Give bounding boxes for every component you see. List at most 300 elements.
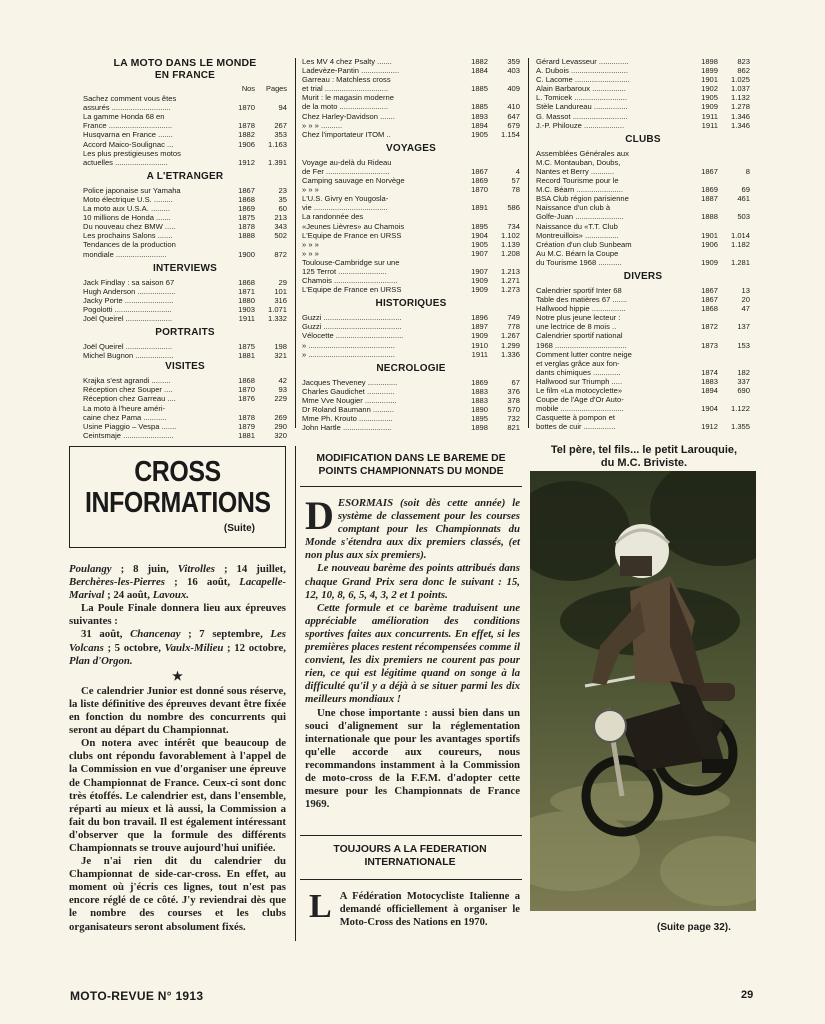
entry-issue-number: 1897	[471, 322, 488, 332]
entry-title: Hallwood hippie ................	[536, 304, 626, 314]
dropcap: L	[309, 888, 332, 925]
entry-page-number: 101	[274, 286, 287, 296]
index-entry	[536, 112, 750, 121]
entry-title: » » »	[302, 185, 319, 195]
photo-caption-line1: Tel père, tel fils... le petit Larouquie,	[550, 444, 738, 456]
entry-page-number: 137	[737, 322, 750, 332]
entry-page-number: 269	[274, 412, 287, 422]
federation-headline	[318, 843, 502, 869]
headline-rule	[300, 835, 522, 836]
entry-issue-number: 1879	[238, 421, 255, 431]
entry-page-number: 502	[274, 231, 287, 241]
entry-title: Naissance d'un club à	[536, 203, 611, 213]
entry-title: Casquette à pompon et	[536, 413, 615, 423]
entry-issue-number: 1899	[701, 66, 718, 76]
index-entry	[302, 112, 520, 121]
entry-issue-number: 1898	[701, 57, 718, 66]
section-title-portraits: PORTRAITS	[155, 327, 215, 339]
index-entry	[536, 350, 750, 359]
entry-issue-number: 1869	[471, 176, 488, 186]
entry-title: et trial ..............................	[302, 84, 389, 94]
entry-title: Guzzi .....................................	[302, 322, 402, 332]
bareme-headline	[300, 452, 522, 478]
entry-issue-number: 1885	[471, 84, 488, 94]
list-necrologie-cont	[536, 57, 750, 130]
entry-title: » » » ..........	[302, 120, 343, 130]
index-entry	[302, 341, 520, 350]
entry-title: vie ...................................	[302, 203, 388, 213]
index-entry	[536, 322, 750, 331]
entry-page-number: 1.346	[730, 111, 750, 121]
entry-title: Réception chez Garreau ....	[83, 394, 176, 404]
entry-page-number: 1.355	[730, 422, 750, 432]
entry-issue-number: 1891	[471, 203, 488, 213]
section-title-visites: VISITES	[165, 361, 205, 373]
section-title-necrologie: NECROLOGIE	[376, 362, 446, 374]
cross-title-line1: CROSS	[134, 456, 221, 488]
entry-issue-number: 1909	[471, 285, 488, 295]
entry-issue-number: 1872	[701, 322, 718, 332]
entry-issue-number: 1888	[238, 231, 255, 241]
entry-page-number: 1.163	[267, 139, 287, 149]
index-entry	[302, 194, 520, 203]
star-separator: ★	[172, 668, 183, 683]
entry-issue-number: 1870	[238, 385, 255, 395]
entry-title: L'Equipe de France en URSS	[302, 285, 402, 295]
entry-title: Murit : le magasin moderne	[302, 93, 395, 103]
entry-page-number: 13	[741, 285, 750, 295]
entry-title: Comment lutter contre neige	[536, 349, 632, 359]
entry-title: John Hartle .......................	[302, 423, 392, 433]
entry-title: Du nouveau chez BMW .....	[83, 222, 176, 232]
entry-page-number: 1.332	[267, 313, 287, 323]
entry-issue-number: 1894	[471, 120, 488, 130]
federation-paragraph: L A Fédération Motocycliste Italienne a demandé officiellement à organiser le Moto-Cross des Nations en 1970.	[309, 888, 520, 928]
index-entry	[536, 395, 750, 404]
index-entry	[536, 212, 750, 221]
section-title-en-france: EN FRANCE	[154, 70, 216, 81]
entry-title: La moto aux U.S.A. .........	[83, 204, 170, 214]
entry-page-number: 359	[507, 57, 520, 66]
entry-issue-number: 1901	[701, 230, 718, 240]
entry-title: Hugh Anderson ..................	[83, 286, 176, 296]
entry-title: La randonnée des	[302, 212, 364, 222]
index-entry	[536, 176, 750, 185]
entry-issue-number: 1867	[238, 185, 255, 195]
bareme-article-body	[305, 493, 520, 811]
entry-page-number: 213	[274, 213, 287, 223]
index-entry	[302, 84, 520, 93]
entry-issue-number: 1911	[701, 111, 718, 121]
entry-issue-number: 1905	[471, 239, 488, 249]
entry-issue-number: 1894	[701, 386, 718, 395]
entry-title: » » »	[302, 239, 319, 249]
entry-issue-number: 1878	[238, 121, 255, 131]
entry-title: Naissance du «T.T. Club	[536, 221, 618, 231]
entry-title: Ladevèze-Pantin ..................	[302, 66, 400, 76]
list-portraits	[83, 342, 287, 360]
index-entry	[536, 149, 750, 158]
entry-title: Calendrier sportif national	[536, 331, 623, 341]
entry-page-number: 1.336	[500, 349, 520, 359]
index-entry	[302, 240, 520, 249]
entry-title: Sachez comment vous êtes	[83, 94, 177, 104]
entry-page-number: 821	[507, 423, 520, 433]
index-entry	[302, 102, 520, 111]
dropcap: D	[305, 493, 334, 538]
entry-title: Ceintsmaje ........................	[83, 430, 174, 440]
index-entry	[302, 66, 520, 75]
entry-page-number: 823	[737, 57, 750, 66]
magazine-issue-footer: MOTO-REVUE N° 1913	[70, 989, 204, 1003]
entry-issue-number: 1911	[471, 349, 488, 359]
entry-page-number: 862	[737, 66, 750, 76]
photo-caption-line2: du M.C. Briviste.	[600, 457, 688, 469]
entry-page-number: 320	[274, 430, 287, 440]
entry-page-number: 1.267	[500, 331, 520, 341]
index-entry	[302, 176, 520, 185]
entry-title: Joël Queirel ......................	[83, 313, 173, 323]
index-entry	[536, 377, 750, 386]
entry-issue-number: 1906	[701, 239, 718, 249]
entry-title: de Fer ..............................	[302, 166, 390, 176]
index-entry	[83, 296, 287, 305]
index-entry	[302, 258, 520, 267]
cross-suite-label: (Suite)	[223, 523, 255, 534]
column-divider	[528, 58, 529, 428]
entry-page-number: 198	[274, 342, 287, 352]
entry-issue-number: 1882	[471, 57, 488, 66]
entry-title: Les plus prestigieuses motos	[83, 148, 181, 158]
entry-title: mondiale ........................	[83, 249, 167, 259]
entry-page-number: 872	[274, 249, 287, 259]
index-entry	[302, 267, 520, 276]
entry-issue-number: 1909	[701, 257, 718, 267]
continued-page-label: (Suite page 32).	[657, 922, 731, 933]
index-entry	[83, 112, 287, 121]
entry-page-number: 1.271	[500, 276, 520, 286]
index-entry	[536, 304, 750, 313]
entry-page-number: 1.278	[730, 102, 750, 112]
index-entry	[302, 378, 520, 387]
entry-title: du Tourisme 1968 ...........	[536, 257, 622, 267]
entry-page-number: 409	[507, 84, 520, 94]
entry-issue-number: 1909	[471, 276, 488, 286]
index-entry	[536, 194, 750, 203]
entry-title: Voyage au-delà du Rideau	[302, 157, 392, 167]
entry-issue-number: 1910	[471, 340, 488, 350]
index-entry	[302, 121, 520, 130]
entry-issue-number: 1878	[238, 222, 255, 232]
index-entry	[83, 231, 287, 240]
bareme-paragraph: Cette formule et ce barème traduisent une appréciable amélioration des conditions sportives faites aux concurrents. En effet, si les premières places restent récompensées comme il convient, les dix premiers ne courent pas pour rien, ce qui est légitime quand on songe à la difficulté qu'il y a déjà à se situer parmi les dix meilleurs mondiaux !	[305, 601, 520, 706]
entry-page-number: 503	[737, 212, 750, 222]
index-entry	[83, 149, 287, 158]
entry-title: 125 Terrot .......................	[302, 266, 387, 276]
entry-title: Les prochains Salons .......	[83, 231, 173, 241]
entry-issue-number: 1893	[471, 111, 488, 121]
index-entry	[536, 295, 750, 304]
index-entry	[302, 212, 520, 221]
entry-title: M.C. Montauban, Doubs,	[536, 157, 621, 167]
entry-title: caine chez Pama ...........	[83, 412, 167, 422]
entry-page-number: 778	[507, 322, 520, 332]
entry-page-number: 403	[507, 66, 520, 76]
index-entry	[302, 158, 520, 167]
index-entry	[536, 240, 750, 249]
bareme-paragraph: Le nouveau barème des points attribués dans chaque Grand Prix sera donc le suivant : 15, 12, 10, 8, 6, 5, 4, 3, 2 et 1 points.	[305, 562, 520, 601]
entry-issue-number: 1868	[238, 194, 255, 204]
entry-title: Jack Findlay : sa saison 67	[83, 277, 175, 287]
photo-caption	[533, 444, 755, 470]
entry-title: Assemblées Générales aux	[536, 148, 629, 158]
entry-issue-number: 1895	[471, 414, 488, 424]
entry-title: Dr Roland Baumann ..........	[302, 405, 395, 414]
entry-title: dants chimiques .............	[536, 367, 621, 377]
cross-title-line2: INFORMATIONS	[85, 487, 271, 519]
entry-issue-number: 1895	[471, 221, 488, 231]
headline-rule	[300, 486, 522, 487]
entry-title: Toulouse-Cambridge sur une	[302, 257, 400, 267]
entry-title: 10 millions de Honda .......	[83, 213, 171, 223]
col-header-pages: Pages	[266, 84, 287, 93]
entry-issue-number: 1875	[238, 342, 255, 352]
index-entry	[302, 322, 520, 331]
entry-issue-number: 1909	[471, 331, 488, 341]
index-entry	[83, 351, 287, 360]
column-divider	[295, 446, 296, 941]
entry-title: Police japonaise sur Yamaha	[83, 185, 181, 195]
entry-page-number: 42	[278, 376, 287, 386]
entry-page-number: 749	[507, 313, 520, 323]
entry-title: de la moto .......................	[302, 102, 389, 112]
section-title-historiques: HISTORIQUES	[375, 298, 447, 310]
entry-title: «Jeunes Lièvres» au Chamois	[302, 221, 405, 231]
entry-title: Hallwood sur Triumph .....	[536, 376, 623, 386]
entry-title: assurés ............................	[83, 103, 171, 113]
entry-issue-number: 1882	[238, 130, 255, 140]
entry-title: Jacques Theveney ..............	[302, 377, 398, 387]
index-entry	[83, 103, 287, 112]
list-en-france	[83, 94, 287, 167]
entry-title: 1968 ..................................	[536, 340, 627, 350]
index-entry	[536, 84, 750, 93]
cross-paragraph: On notera avec intérêt que beaucoup de clubs ont répondu favorablement à l'appel de la Commission en vue d'organiser une épreuve de Championnat de France. Ceux-ci sont donc très étoffés. Le calendrier est, dans l'ensemble, réparti au mieux et là aussi, la Commission a fait du bon travail. Il est également intéressant d'observer que la formule des différents Championnats se trouve aujourd'hui unifiée.	[69, 737, 286, 854]
entry-issue-number: 1912	[238, 157, 255, 167]
entry-title: Au M.C. Béarn la Coupe	[536, 248, 619, 258]
entry-issue-number: 1867	[701, 295, 718, 305]
index-entry	[536, 313, 750, 322]
bareme-headline-line2: POINTS CHAMPIONNATS DU MONDE	[318, 466, 504, 477]
index-entry	[536, 167, 750, 176]
page-number: 29	[741, 989, 754, 1001]
index-entry	[302, 249, 520, 258]
index-entry	[536, 331, 750, 340]
list-clubs	[536, 149, 750, 267]
entry-page-number: 78	[511, 185, 520, 195]
entry-page-number: 586	[507, 203, 520, 213]
entry-page-number: 1.025	[730, 75, 750, 85]
entry-page-number: 376	[507, 386, 520, 396]
section-title-divers: DIVERS	[623, 270, 663, 282]
entry-issue-number: 1875	[238, 213, 255, 223]
entry-title: Pogolotti ...........................	[83, 304, 172, 314]
section-title-interviews: INTERVIEWS	[152, 262, 218, 274]
headline-rule	[300, 879, 522, 880]
entry-title: une lectrice de 8 mois ..	[536, 322, 617, 332]
entry-page-number: 57	[511, 176, 520, 186]
index-entry	[536, 75, 750, 84]
entry-page-number: 47	[741, 304, 750, 314]
entry-page-number: 60	[278, 204, 287, 214]
index-entry	[83, 314, 287, 323]
list-divers	[536, 286, 750, 432]
index-entry	[536, 185, 750, 194]
entry-page-number: 353	[274, 130, 287, 140]
index-entry	[536, 249, 750, 258]
entry-issue-number: 1870	[238, 103, 255, 113]
index-entry	[536, 203, 750, 212]
cross-paragraph: Je n'ai rien dit du calendrier du Championnat de side-car-cross. En effet, au moment où j'écris ces lignes, tout n'est pas encore réglé de ce côté. J'y reviendrai dès que le nombre des courses et les clubs organisateurs seront absolument fixés.	[69, 855, 286, 933]
entry-page-number: 647	[507, 111, 520, 121]
index-entry	[83, 342, 287, 351]
entry-issue-number: 1870	[471, 185, 488, 195]
entry-page-number: 734	[507, 221, 520, 231]
index-entry	[83, 413, 287, 422]
section-title-voyages: VOYAGES	[386, 142, 436, 154]
entry-issue-number: 1881	[238, 430, 255, 440]
index-column-2	[302, 57, 520, 432]
entry-issue-number: 1881	[238, 351, 255, 361]
entry-title: Alain Barbaroux ................	[536, 84, 626, 94]
index-entry	[302, 423, 520, 432]
index-entry	[83, 394, 287, 403]
index-entry	[536, 341, 750, 350]
entry-title: La moto à l'heure améri-	[83, 403, 166, 413]
cross-informations-box	[69, 446, 286, 548]
entry-page-number: 1.208	[500, 248, 520, 258]
index-entry	[536, 66, 750, 75]
entry-page-number: 290	[274, 421, 287, 431]
bareme-headline-line1: MODIFICATION DANS LE BAREME DE	[316, 453, 506, 464]
entry-title: Usine Piaggio – Vespa .......	[83, 421, 177, 431]
index-entry	[302, 130, 520, 139]
entry-page-number: 35	[278, 194, 287, 204]
entry-page-number: 461	[737, 194, 750, 204]
index-entry	[83, 213, 287, 222]
entry-title: Golfe-Juan .......................	[536, 212, 624, 222]
entry-issue-number: 1903	[238, 304, 255, 314]
entry-page-number: 1.213	[500, 266, 520, 276]
entry-issue-number: 1867	[701, 285, 718, 295]
entry-page-number: 267	[274, 121, 287, 131]
index-entry	[536, 413, 750, 422]
entry-issue-number: 1900	[238, 249, 255, 259]
entry-title: Coupe de l'Age d'Or Auto-	[536, 395, 624, 405]
index-entry	[302, 93, 520, 102]
index-column-1	[83, 56, 287, 440]
entry-title: Le film «La motocyclette»	[536, 386, 623, 395]
entry-page-number: 69	[741, 185, 750, 195]
index-entry	[536, 222, 750, 231]
cross-paragraph: Ce calendrier Junior est donné sous réserve, la liste définitive des épreuves devant être fixée en fonction du nombre des concurrents qui seront au départ du Championnat.	[69, 684, 286, 737]
entry-issue-number: 1907	[471, 266, 488, 276]
entry-title: Chez Harley-Davidson .......	[302, 111, 395, 121]
entry-page-number: 1.132	[730, 93, 750, 103]
entry-title: Charles Gaudichet .............	[302, 386, 395, 396]
entry-issue-number: 1896	[471, 313, 488, 323]
entry-issue-number: 1878	[238, 412, 255, 422]
entry-title: Calendrier sportif Inter 68	[536, 285, 622, 295]
index-entry	[83, 305, 287, 314]
bareme-paragraph: DESORMAIS (soit dès cette année) le système de classement pour les courses comptant pour les Championnats du Monde s'étendra aux dix premiers classés, (et non plus aux six premiers).	[305, 493, 520, 562]
index-entry	[536, 57, 750, 66]
entry-title: Mme Vve Nougier ...............	[302, 395, 397, 405]
entry-issue-number: 1868	[238, 376, 255, 386]
entry-title: » » »	[302, 248, 319, 258]
index-entry	[83, 121, 287, 130]
entry-page-number: 343	[274, 222, 287, 232]
index-entry	[536, 121, 750, 130]
entry-issue-number: 1905	[471, 129, 488, 139]
entry-title: Krajka s'est agrandi .........	[83, 376, 171, 386]
index-entry	[83, 404, 287, 413]
federation-article-body	[309, 890, 520, 929]
entry-title: Jacky Porte .......................	[83, 295, 174, 305]
entry-title: Garreau : Matchless cross	[302, 75, 391, 85]
index-entry	[83, 431, 287, 440]
index-entry	[302, 387, 520, 396]
entry-issue-number: 1876	[238, 394, 255, 404]
entry-page-number: 23	[278, 185, 287, 195]
index-entry	[536, 231, 750, 240]
index-entry	[83, 222, 287, 231]
index-entry	[83, 140, 287, 149]
index-entry	[536, 359, 750, 368]
entry-issue-number: 1869	[701, 185, 718, 195]
column-headers	[83, 84, 287, 93]
index-entry	[536, 386, 750, 395]
rider-illustration	[530, 471, 756, 911]
list-necrologie	[302, 378, 520, 433]
index-entry	[302, 276, 520, 285]
entry-title: Table des matières 67 .......	[536, 295, 628, 305]
entry-title: Tendances de la production	[83, 240, 176, 250]
cross-article-body	[69, 563, 286, 934]
entry-title: Stèle Landureau ................	[536, 102, 628, 112]
entry-issue-number: 1868	[238, 277, 255, 287]
entry-title: Guzzi .....................................	[302, 313, 402, 323]
entry-title: bottes de cuir ...............	[536, 422, 616, 432]
index-entry	[302, 331, 520, 340]
entry-issue-number: 1874	[701, 367, 718, 377]
entry-page-number: 570	[507, 405, 520, 414]
entry-title: J.-P. Philouze ...................	[536, 120, 625, 130]
entry-page-number: 321	[274, 351, 287, 361]
entry-page-number: 1.154	[500, 129, 520, 139]
entry-page-number: 690	[737, 386, 750, 395]
entry-issue-number: 1911	[701, 120, 718, 130]
index-entry	[83, 195, 287, 204]
cross-paragraph: 31 août, Chancenay ; 7 septembre, Les Volcans ; 5 octobre, Vaulx-Milieu ; 12 octobre, Plan d'Orgon.	[69, 628, 286, 667]
index-entry	[83, 278, 287, 287]
column-divider	[295, 58, 296, 428]
entry-issue-number: 1883	[471, 395, 488, 405]
entry-page-number: 20	[741, 295, 750, 305]
entry-issue-number: 1912	[701, 422, 718, 432]
entry-page-number: 182	[737, 367, 750, 377]
index-entry	[83, 250, 287, 259]
